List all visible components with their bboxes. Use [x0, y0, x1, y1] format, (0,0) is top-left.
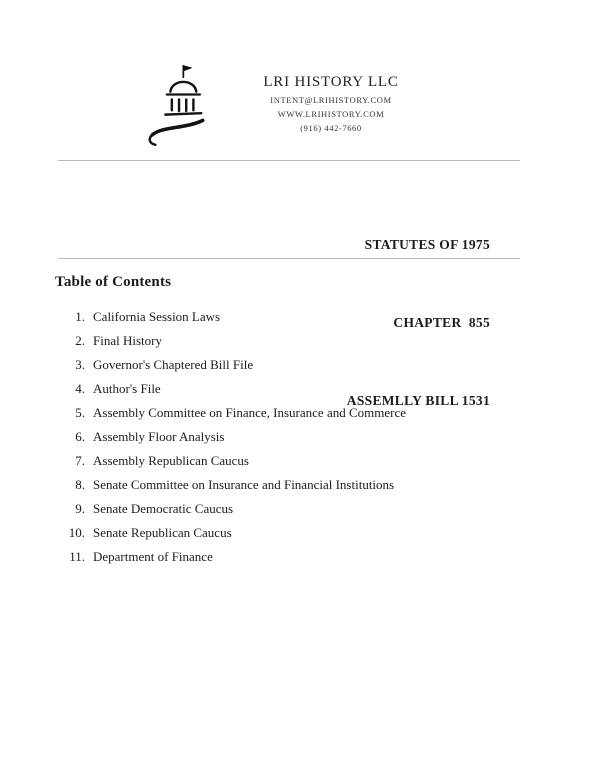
company-block [236, 60, 426, 133]
company-website: WWW.LRIHISTORY.COM [277, 109, 385, 119]
statutes-line-2: CHAPTER 855 [393, 315, 490, 330]
toc-item [55, 526, 540, 539]
toc-item [55, 550, 540, 563]
toc-item-label: Final History [93, 333, 162, 348]
toc-item-label: Department of Finance [93, 549, 213, 564]
toc-item-number: 7. [75, 453, 85, 468]
toc-item-number: 2. [75, 333, 85, 348]
toc-item [55, 382, 540, 395]
toc-item-number: 3. [75, 357, 85, 372]
company-name: LRI HISTORY LLC [263, 74, 399, 90]
toc-item-number: 10. [68, 525, 85, 540]
toc-title: Table of Contents [55, 274, 172, 290]
toc-item-number: 9. [75, 501, 85, 516]
toc-item-number: 5. [75, 405, 85, 420]
toc-item [55, 478, 540, 491]
toc-item-number: 8. [75, 477, 85, 492]
toc-item [55, 430, 540, 443]
toc-item-label: Senate Democratic Caucus [93, 501, 234, 516]
toc-item-number: 1. [75, 309, 85, 324]
toc-item-label: Author's File [93, 381, 161, 396]
toc-item-label: Senate Republican Caucus [93, 525, 232, 540]
company-email: INTENT@LRIHISTORY.COM [270, 95, 392, 105]
letterhead [138, 60, 426, 152]
capitol-logo-icon [138, 60, 210, 152]
company-phone: (916) 442-7660 [300, 123, 362, 133]
toc-item-label: Assembly Committee on Finance, Insurance and Commerce [93, 405, 407, 420]
divider-middle [58, 258, 520, 259]
toc-item [55, 358, 540, 371]
statutes-line-1: STATUTES OF 1975 [364, 237, 490, 252]
toc-item [55, 334, 540, 347]
toc-item [55, 406, 540, 419]
toc-item [55, 454, 540, 467]
toc-item-label: Governor's Chaptered Bill File [93, 357, 254, 372]
toc-item-label: Assembly Republican Caucus [93, 453, 249, 468]
statutes-line-3: ASSEMLLY BILL 1531 [346, 393, 490, 408]
toc-item-number: 11. [69, 549, 85, 564]
toc-item-number: 4. [75, 381, 85, 396]
toc-item [55, 502, 540, 515]
divider-top [58, 160, 520, 161]
toc-item-label: Assembly Floor Analysis [93, 429, 225, 444]
toc-item-label: Senate Committee on Insurance and Financial Institutions [93, 477, 395, 492]
toc-item [55, 310, 540, 323]
toc-item-label: California Session Laws [93, 309, 221, 324]
toc-list [55, 310, 540, 574]
toc-item-number: 6. [75, 429, 85, 444]
